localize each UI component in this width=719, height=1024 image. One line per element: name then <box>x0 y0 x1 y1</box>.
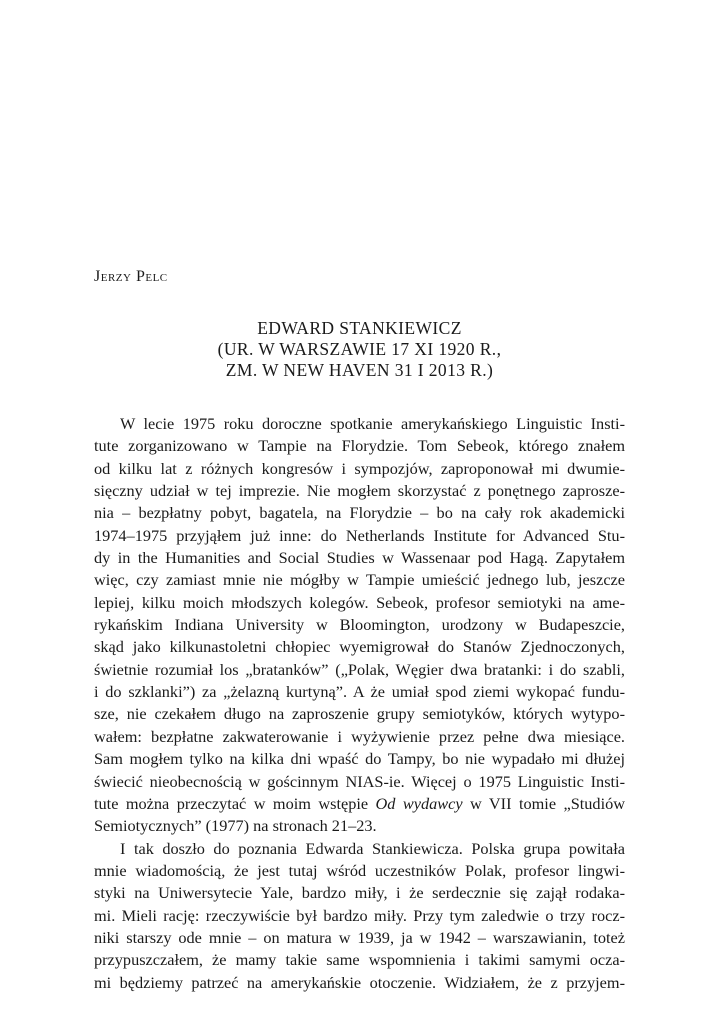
text-line: 1974–1975 przyjąłem już inne: do Netherlands Institute for Advanced Stu- <box>94 525 625 545</box>
text-line: mi będziemy patrzeć na amerykańskie otoczenie. Widziałem, że z przyjem- <box>94 972 625 992</box>
text-line: więc, czy zamiast mnie nie mógłby w Tampie umieścić jednego lub, jeszcze <box>94 570 625 590</box>
text-line: Sam mogłem tylko na kilka dni wpaść do Tampy, bo nie wypadało mi dłużej <box>94 749 625 769</box>
text-line: W lecie 1975 roku doroczne spotkanie amerykańskiego Linguistic Insti- <box>120 414 625 433</box>
text-line: mnie wiadomością, że jest tutaj wśród uczestników Polak, profesor lingwi- <box>94 860 625 880</box>
text-line: wałem: bezpłatne zakwaterowanie i wyżywienie przez pełne dwa miesiące. <box>94 726 625 746</box>
article-title <box>94 318 625 381</box>
text-line: przypuszczałem, że mamy takie same wspomnienia i takimi samymi ocza- <box>94 950 625 970</box>
title-line: ZM. W NEW HAVEN 31 I 2013 R.) <box>225 360 494 380</box>
text-line: lepiej, kilku moich młodszych kolegów. Sebeok, profesor semiotyki na ame- <box>94 592 625 612</box>
text-line: tute zorganizowano w Tampie na Florydzie. Tom Sebeok, którego znałem <box>94 436 625 456</box>
text-line: mi. Mieli rację: rzeczywiście był bardzo miły. Przy tym zaledwie o trzy rocz- <box>94 905 625 925</box>
title-line: EDWARD STANKIEWICZ <box>257 318 462 338</box>
text-line: sze, nie czekałem długo na zaproszenie grupy semiotyków, których wytypo- <box>94 704 625 724</box>
text-line: styki na Uniwersytecie Yale, bardzo miły, i że serdecznie się zajął rodaka- <box>94 883 625 903</box>
text-line: i do szklanki”) za „żelazną kurtyną”. A że umiał spod ziemi wykopać fundu- <box>94 682 625 702</box>
text-line: rykańskim Indiana University w Bloomington, urodzony w Budapeszcie, <box>94 615 625 635</box>
article-body <box>94 413 625 994</box>
text-line: I tak doszło do poznania Edwarda Stankiewicza. Polska grupa powitała <box>120 838 625 858</box>
title-line: (UR. W WARSZAWIE 17 XI 1920 R., <box>217 339 502 359</box>
text-line: skąd jako kilkunastoletni chłopiec wyemigrował do Stanów Zjednoczonych, <box>94 637 625 657</box>
paragraph <box>94 838 625 994</box>
text-line: świecić nieobecnością w gościnnym NIAS-ie. Więcej o 1975 Linguistic Insti- <box>94 771 625 791</box>
text-line: sięczny udział w tej imprezie. Nie mogłem skorzystać z ponętnego zaprosze- <box>94 481 625 501</box>
text-line: świetnie rozumiał los „bratanków” („Polak, Węgier dwa bratanki: i do szabli, <box>94 659 625 679</box>
text-line: nia – bezpłatny pobyt, bagatela, na Florydzie – bo na cały rok akademicki <box>94 503 625 523</box>
text-line: Semiotycznych” (1977) na stronach 21–23. <box>94 816 377 836</box>
italic-title: Od wydawcy <box>375 793 463 813</box>
text-line: tute można przeczytać w moim wstępie Od wydawcy w VII tomie „Studiów <box>94 793 625 813</box>
text-line: od kilku lat z różnych kongresów i sympozjów, zaproponował mi dwumie- <box>94 458 625 478</box>
author-name: Jerzy Pelc <box>94 268 168 285</box>
text-line: dy in the Humanities and Social Studies w Wassenaar pod Hagą. Zapytałem <box>94 548 625 568</box>
paragraph <box>94 413 625 838</box>
text-line: niki starszy ode mnie – on matura w 1939, ja w 1942 – warszawianin, toteż <box>94 927 625 947</box>
